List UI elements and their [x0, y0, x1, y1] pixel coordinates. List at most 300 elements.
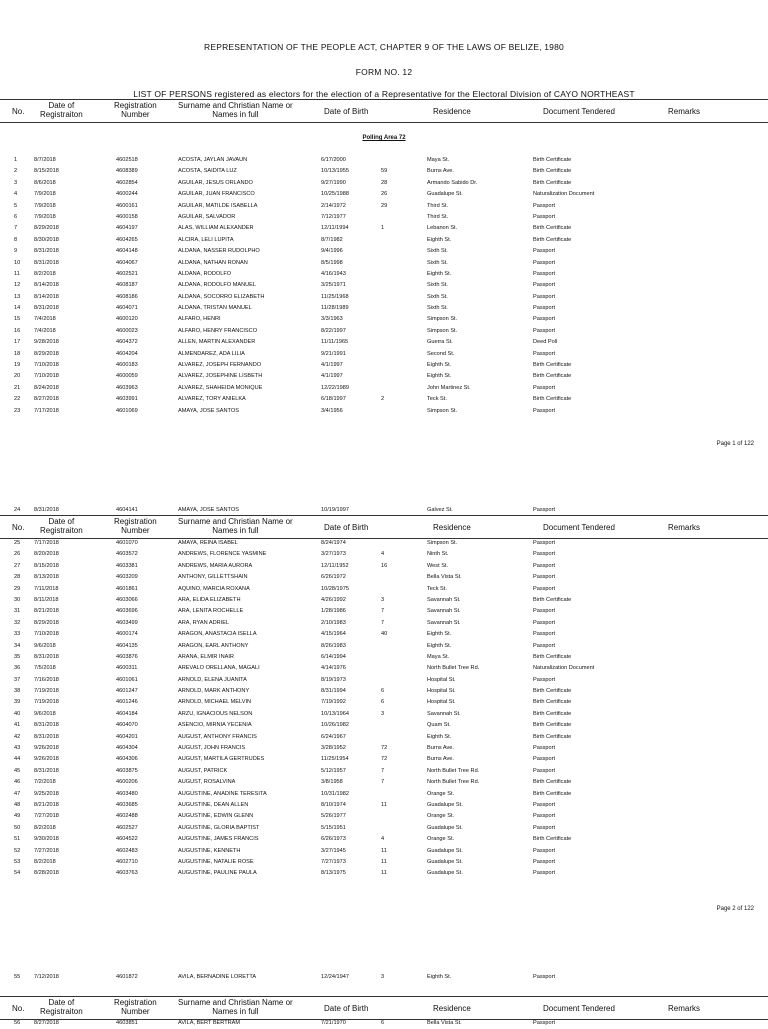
house-number: 40	[381, 631, 388, 638]
registration-number: 4604201	[116, 733, 138, 740]
row-number: 35	[14, 653, 21, 660]
registration-date: 8/29/2018	[34, 619, 59, 626]
page2-rows	[0, 538, 768, 880]
col-date	[40, 101, 83, 119]
row-number: 40	[14, 710, 21, 717]
list-subtitle: LIST OF PERSONS registered as electors for the election of a Representative for the Electoral Division of CAYO NORTHEAST	[133, 89, 635, 99]
date-of-birth: 10/28/1975	[321, 585, 349, 592]
document-tendered: Passport	[533, 767, 556, 774]
elector-name: ALAS, WILLIAM ALEXANDER	[178, 225, 254, 232]
row-number: 23	[14, 407, 21, 414]
table-row	[0, 349, 768, 360]
registration-date: 7/11/2018	[34, 585, 59, 592]
date-of-birth: 6/26/1973	[321, 836, 346, 843]
document-tendered: Passport	[533, 540, 556, 546]
polling-area-label: Polling Area 72	[362, 135, 406, 141]
row-number: 36	[14, 665, 21, 672]
row-number: 45	[14, 767, 21, 774]
registration-number: 4604067	[116, 259, 138, 266]
registration-number: 4603696	[116, 608, 138, 615]
col-name	[178, 517, 293, 535]
registration-number: 4603499	[116, 619, 138, 626]
residence: West St.	[427, 562, 449, 569]
elector-name: AREVALO ORELLANA, MAGALI	[178, 665, 260, 672]
registration-date: 7/4/2018	[34, 327, 56, 334]
registration-number: 4604372	[116, 339, 138, 346]
col-residence: Residence	[433, 523, 471, 532]
registration-date: 7/9/2018	[34, 213, 56, 220]
registration-number: 4604184	[116, 710, 138, 717]
registration-number: 4604265	[116, 236, 138, 243]
registration-date: 9/28/2018	[34, 339, 59, 346]
house-number: 3	[381, 710, 385, 717]
table-row	[0, 314, 768, 325]
elector-name: AVILA, BERNADINE LORETTA	[178, 974, 257, 980]
row-number: 43	[14, 745, 21, 752]
date-of-birth: 7/19/1992	[321, 699, 346, 706]
document-tendered: Passport	[533, 847, 556, 854]
col-date-l1: Date of	[48, 517, 75, 526]
residence: Simpson St.	[427, 316, 458, 323]
table-row	[0, 709, 768, 720]
row-number: 9	[14, 248, 18, 255]
col-dob: Date of Birth	[324, 107, 369, 116]
col-reg	[114, 101, 157, 119]
document-tendered: Passport	[533, 270, 556, 277]
registration-number: 4602521	[116, 270, 138, 277]
document-tendered: Passport	[533, 562, 556, 569]
table-row	[0, 766, 768, 777]
document-tendered: Birth Certificate	[533, 699, 572, 706]
residence: Orange St.	[427, 790, 455, 797]
registration-date: 8/31/2018	[34, 305, 59, 312]
registration-date: 8/30/2018	[34, 236, 59, 243]
date-of-birth: 3/28/1952	[321, 745, 346, 752]
table-row	[0, 394, 768, 405]
elector-name: AVILA, BERT BERTRAM	[178, 1020, 241, 1026]
registration-number: 4603991	[116, 396, 138, 403]
table-row	[0, 505, 768, 515]
residence: Savannah St.	[427, 710, 461, 717]
registration-number: 4603851	[116, 1020, 138, 1026]
house-number: 59	[381, 168, 388, 175]
registration-date: 8/31/2018	[34, 259, 59, 266]
row-number: 14	[14, 305, 21, 312]
registration-date: 7/4/2018	[34, 316, 56, 323]
table-row	[0, 972, 768, 982]
registration-number: 4601070	[116, 540, 138, 546]
col-reg-l2: Number	[121, 1007, 150, 1016]
row-number: 31	[14, 608, 21, 615]
document-tendered: Passport	[533, 1020, 556, 1026]
elector-name: ALVAREZ, JOSEPH FERNANDO	[178, 362, 262, 369]
row-number: 12	[14, 282, 21, 289]
elector-name: AGUILAR, SALVADOR	[178, 213, 236, 220]
elector-name: AUGUST, MARTILA GERTRUDES	[178, 756, 265, 763]
registration-number: 4601861	[116, 585, 138, 592]
residence: Bella Vista St.	[427, 574, 462, 581]
residence: North Bullet Tree Rd.	[427, 767, 480, 774]
house-number: 3	[381, 974, 385, 980]
table-row	[0, 663, 768, 674]
col-reg-l1: Registration	[114, 101, 157, 110]
date-of-birth: 7/12/1977	[321, 213, 346, 220]
registration-number: 4600206	[116, 779, 138, 786]
document-tendered: Birth Certificate	[533, 225, 572, 232]
date-of-birth: 9/27/1990	[321, 179, 346, 186]
document-tendered: Birth Certificate	[533, 179, 572, 186]
residence: Simpson St.	[427, 407, 458, 414]
date-of-birth: 8/5/1998	[321, 259, 343, 266]
row-number: 24	[14, 507, 21, 513]
residence: Guadalupe St.	[427, 847, 463, 854]
table-row	[0, 697, 768, 708]
row-number: 28	[14, 574, 21, 581]
elector-name: AUGUSTINE, ANADINE TERESITA	[178, 790, 267, 797]
document-tendered: Passport	[533, 631, 556, 638]
document-tendered: Passport	[533, 974, 556, 980]
house-number: 11	[381, 858, 387, 865]
elector-name: ALVAREZ, SHAHEIDA MONIQUE	[178, 384, 263, 391]
document-tendered: Birth Certificate	[533, 722, 572, 729]
house-number: 2	[381, 396, 385, 403]
house-number: 7	[381, 619, 385, 626]
elector-name: ALDANA, RODOLFO	[178, 270, 232, 277]
table-row	[0, 371, 768, 382]
row-number: 3	[14, 179, 18, 186]
date-of-birth: 8/19/1973	[321, 676, 346, 683]
registration-date: 8/2/2018	[34, 858, 56, 865]
row-number: 42	[14, 733, 21, 740]
col-name-l1: Surname and Christian Name or	[178, 101, 293, 110]
document-tendered: Naturalization Document	[533, 191, 595, 198]
row-number: 2	[14, 168, 18, 175]
residence: Eighth St.	[427, 642, 452, 649]
registration-date: 7/10/2018	[34, 631, 59, 638]
document-tendered: Passport	[533, 327, 556, 334]
row-number: 48	[14, 801, 21, 808]
col-document: Document Tendered	[543, 107, 615, 116]
registration-date: 8/14/2018	[34, 282, 59, 289]
residence: Quam St.	[427, 722, 451, 729]
elector-name: AUGUST, ANTHONY FRANCIS	[178, 733, 257, 740]
elector-name: AGUILAR, JESUS ORLANDO	[178, 179, 253, 186]
row-number: 18	[14, 350, 21, 357]
residence: Orange St.	[427, 813, 455, 820]
table-row	[0, 223, 768, 234]
date-of-birth: 4/1/1997	[321, 362, 343, 369]
registration-number: 4604071	[116, 305, 138, 312]
col-name-l2: Names in full	[212, 526, 259, 535]
registration-number: 4603572	[116, 551, 138, 558]
registration-date: 8/11/2018	[34, 596, 59, 603]
col-reg-l2: Number	[121, 526, 150, 535]
date-of-birth: 8/22/1997	[321, 327, 346, 334]
registration-number: 4604148	[116, 248, 138, 255]
elector-name: AUGUSTINE, NATALIE ROSE	[178, 858, 254, 865]
registration-date: 9/30/2018	[34, 836, 59, 843]
residence: Teck St.	[427, 585, 447, 592]
registration-number: 4602518	[116, 157, 138, 163]
registration-number: 4603963	[116, 384, 138, 391]
registration-date: 7/10/2018	[34, 373, 59, 380]
date-of-birth: 5/26/1977	[321, 813, 346, 820]
row-number: 4	[14, 191, 18, 198]
registration-date: 7/19/2018	[34, 688, 59, 695]
table-row	[0, 606, 768, 617]
row-number: 41	[14, 722, 21, 729]
registration-date: 7/2/2018	[34, 779, 56, 786]
residence: North Bullet Tree Rd.	[427, 779, 480, 786]
document-tendered: Passport	[533, 813, 556, 820]
residence: Sixth St.	[427, 293, 448, 300]
house-number: 4	[381, 836, 385, 843]
table-row	[0, 360, 768, 371]
elector-name: AUGUSTINE, PAULINE PAULA	[178, 870, 257, 877]
residence: North Bullet Tree Rd.	[427, 665, 480, 672]
residence: Guadalupe St.	[427, 824, 463, 831]
col-name-l1: Surname and Christian Name or	[178, 998, 293, 1007]
elector-name: AMAYA, REINA ISABEL	[178, 540, 238, 546]
elector-name: ACOSTA, SAIDITA LUZ	[178, 168, 237, 175]
residence: Simpson St.	[427, 540, 458, 546]
row-number: 13	[14, 293, 21, 300]
row-number: 54	[14, 870, 21, 877]
registration-number: 4604141	[116, 507, 138, 513]
elector-name: ASENCIO, MIRNIA YECENIA	[178, 722, 252, 729]
elector-name: AUGUST, ROSALVINA	[178, 779, 236, 786]
row-number: 16	[14, 327, 21, 334]
row-number: 55	[14, 974, 21, 980]
registration-number: 4608187	[116, 282, 138, 289]
registration-date: 7/19/2018	[34, 699, 59, 706]
date-of-birth: 2/14/1972	[321, 202, 346, 209]
registration-number: 4602710	[116, 858, 138, 865]
table-row	[0, 857, 768, 868]
registration-date: 8/2/2018	[34, 824, 56, 831]
document-tendered: Passport	[533, 619, 556, 626]
row-number: 20	[14, 373, 21, 380]
residence: Lebanon St.	[427, 225, 458, 232]
col-reg-l1: Registration	[114, 998, 157, 1007]
house-number: 3	[381, 596, 385, 603]
date-of-birth: 10/13/1964	[321, 710, 349, 717]
page1-rows	[0, 155, 768, 417]
row-number: 17	[14, 339, 21, 346]
table-row	[0, 743, 768, 754]
house-number: 1	[381, 225, 385, 232]
elector-name: AGUILAR, JUAN FRANCISCO	[178, 191, 255, 198]
date-of-birth: 10/25/1988	[321, 191, 349, 198]
date-of-birth: 8/7/1982	[321, 236, 343, 243]
table-row	[0, 595, 768, 606]
table-row	[0, 201, 768, 212]
registration-number: 4608389	[116, 168, 138, 175]
house-number: 28	[381, 179, 388, 186]
table-row	[0, 641, 768, 652]
registration-date: 9/6/2018	[34, 710, 56, 717]
registration-date: 8/15/2018	[34, 168, 59, 175]
table-row	[0, 652, 768, 663]
date-of-birth: 2/10/1983	[321, 619, 346, 626]
residence: Second St.	[427, 350, 455, 357]
col-reg	[114, 998, 157, 1016]
house-number: 11	[381, 870, 387, 877]
date-of-birth: 3/25/1971	[321, 282, 346, 289]
table-row	[0, 246, 768, 257]
date-of-birth: 4/15/1964	[321, 631, 346, 638]
elector-name: ARNOLD, MICHAEL MELVIN	[178, 699, 252, 706]
registration-number: 4600120	[116, 316, 138, 323]
document-tendered: Birth Certificate	[533, 779, 572, 786]
date-of-birth: 8/31/1994	[321, 688, 346, 695]
page-number: Page 1 of 122	[716, 441, 754, 447]
registration-date: 8/31/2018	[34, 507, 59, 513]
table-row	[0, 572, 768, 583]
registration-date: 7/27/2018	[34, 847, 59, 854]
row-number: 39	[14, 699, 21, 706]
registration-number: 4603763	[116, 870, 138, 877]
date-of-birth: 9/21/1991	[321, 350, 346, 357]
residence: Bella Vista St.	[427, 1020, 462, 1026]
house-number: 29	[381, 202, 388, 209]
elector-name: AUGUST, PATRICK	[178, 767, 228, 774]
elector-name: ANDREWS, FLORENCE YASMINE	[178, 551, 267, 558]
date-of-birth: 11/25/1954	[321, 756, 349, 763]
table-row	[0, 868, 768, 879]
registration-date: 8/27/2018	[34, 396, 59, 403]
document-tendered: Passport	[533, 213, 556, 220]
document-tendered: Passport	[533, 585, 556, 592]
date-of-birth: 6/14/1994	[321, 653, 346, 660]
residence: Sixth St.	[427, 282, 448, 289]
row-number: 37	[14, 676, 21, 683]
col-date-l2: Registraiton	[40, 1007, 83, 1016]
elector-name: ARA, RYAN ADRIEL	[178, 619, 230, 626]
table-row	[0, 584, 768, 595]
row-number: 30	[14, 596, 21, 603]
document-tendered: Passport	[533, 756, 556, 763]
registration-number: 4604135	[116, 642, 138, 649]
house-number: 4	[381, 551, 385, 558]
elector-name: ALVAREZ, TORY ANIELKA	[178, 396, 246, 403]
row-number: 7	[14, 225, 18, 232]
residence: Guadalupe St.	[427, 801, 463, 808]
col-dob: Date of Birth	[324, 523, 369, 532]
col-remarks: Remarks	[668, 1004, 701, 1013]
elector-name: AUGUSTINE, JAMES FRANCIS	[178, 836, 259, 843]
row-number: 29	[14, 585, 21, 592]
col-residence: Residence	[433, 107, 471, 116]
date-of-birth: 11/28/1989	[321, 305, 349, 312]
table-row	[0, 280, 768, 291]
table-row	[0, 549, 768, 560]
document-tendered: Passport	[533, 676, 556, 683]
document-tendered: Passport	[533, 551, 556, 558]
registration-number: 4601246	[116, 699, 138, 706]
document-tendered: Passport	[533, 248, 556, 255]
registration-number: 4601247	[116, 688, 138, 695]
date-of-birth: 12/11/1952	[321, 562, 349, 569]
row-number: 27	[14, 562, 21, 569]
table-row	[0, 292, 768, 303]
elector-name: ALDANA, RODOLFO MANUEL	[178, 282, 257, 289]
row-number: 51	[14, 836, 21, 843]
date-of-birth: 3/4/1956	[321, 407, 343, 414]
registration-number: 4603875	[116, 767, 138, 774]
table-row	[0, 269, 768, 280]
registration-date: 7/17/2018	[34, 407, 59, 414]
table-row	[0, 155, 768, 166]
col-reg-l2: Number	[121, 110, 150, 119]
date-of-birth: 12/22/1989	[321, 384, 349, 391]
house-number: 16	[381, 562, 388, 569]
table-row	[0, 178, 768, 189]
registration-number: 4604304	[116, 745, 138, 752]
table-row	[0, 846, 768, 857]
registration-number: 4600023	[116, 327, 138, 334]
act-title: REPRESENTATION OF THE PEOPLE ACT, CHAPTER 9 OF THE LAWS OF BELIZE, 1980	[204, 42, 564, 52]
page-number: Page 2 of 122	[716, 906, 754, 912]
registration-date: 8/31/2018	[34, 733, 59, 740]
table-row	[0, 561, 768, 572]
elector-name: ARA, ELIDA ELIZABETH	[178, 596, 241, 603]
col-no: No.	[12, 523, 25, 532]
registration-date: 7/16/2018	[34, 676, 59, 683]
document-tendered: Birth Certificate	[533, 168, 572, 175]
elector-name: ALCIRA, LELI LUPITA	[178, 236, 234, 243]
registration-date: 7/9/2018	[34, 191, 56, 198]
date-of-birth: 6/18/1997	[321, 396, 346, 403]
row-number: 49	[14, 813, 21, 820]
residence: Savannah St.	[427, 619, 461, 626]
elector-name: ANDREWS, MARIA AURORA	[178, 562, 253, 569]
elector-name: ACOSTA, JAYLAN JAVAUN	[178, 157, 248, 163]
elector-name: AQUINO, MARCIA ROXANA	[178, 585, 250, 592]
date-of-birth: 6/24/1967	[321, 733, 346, 740]
row-number: 11	[14, 270, 20, 277]
elector-name: ARA, LENITA ROCHELLE	[178, 608, 244, 615]
date-of-birth: 10/19/1997	[321, 507, 349, 513]
date-of-birth: 7/21/1970	[321, 1020, 346, 1026]
registration-date: 8/31/2018	[34, 722, 59, 729]
residence: Armando Sabido Dr.	[427, 179, 478, 186]
residence: Ninth St.	[427, 551, 449, 558]
document-tendered: Passport	[533, 316, 556, 323]
col-reg-l1: Registration	[114, 517, 157, 526]
residence: Eighth St.	[427, 362, 452, 369]
col-document: Document Tendered	[543, 523, 615, 532]
elector-name: ALDANA, SOCORRO ELIZABETH	[178, 293, 265, 300]
registration-number: 4602854	[116, 179, 138, 186]
table-row	[0, 629, 768, 640]
date-of-birth: 10/26/1982	[321, 722, 349, 729]
row-number: 8	[14, 236, 18, 243]
col-name-l2: Names in full	[212, 110, 259, 119]
elector-name: AMAYA, JOSE SANTOS	[178, 507, 239, 513]
row-number: 56	[14, 1020, 21, 1026]
row-number: 26	[14, 551, 21, 558]
document-tendered: Birth Certificate	[533, 236, 572, 243]
registration-date: 9/26/2018	[34, 756, 59, 763]
elector-name: ARNOLD, MARK ANTHONY	[178, 688, 250, 695]
document-tendered: Passport	[533, 507, 556, 513]
document-tendered: Passport	[533, 202, 556, 209]
table-row	[0, 834, 768, 845]
table-row	[0, 235, 768, 246]
residence: Sixth St.	[427, 248, 448, 255]
house-number: 6	[381, 699, 385, 706]
